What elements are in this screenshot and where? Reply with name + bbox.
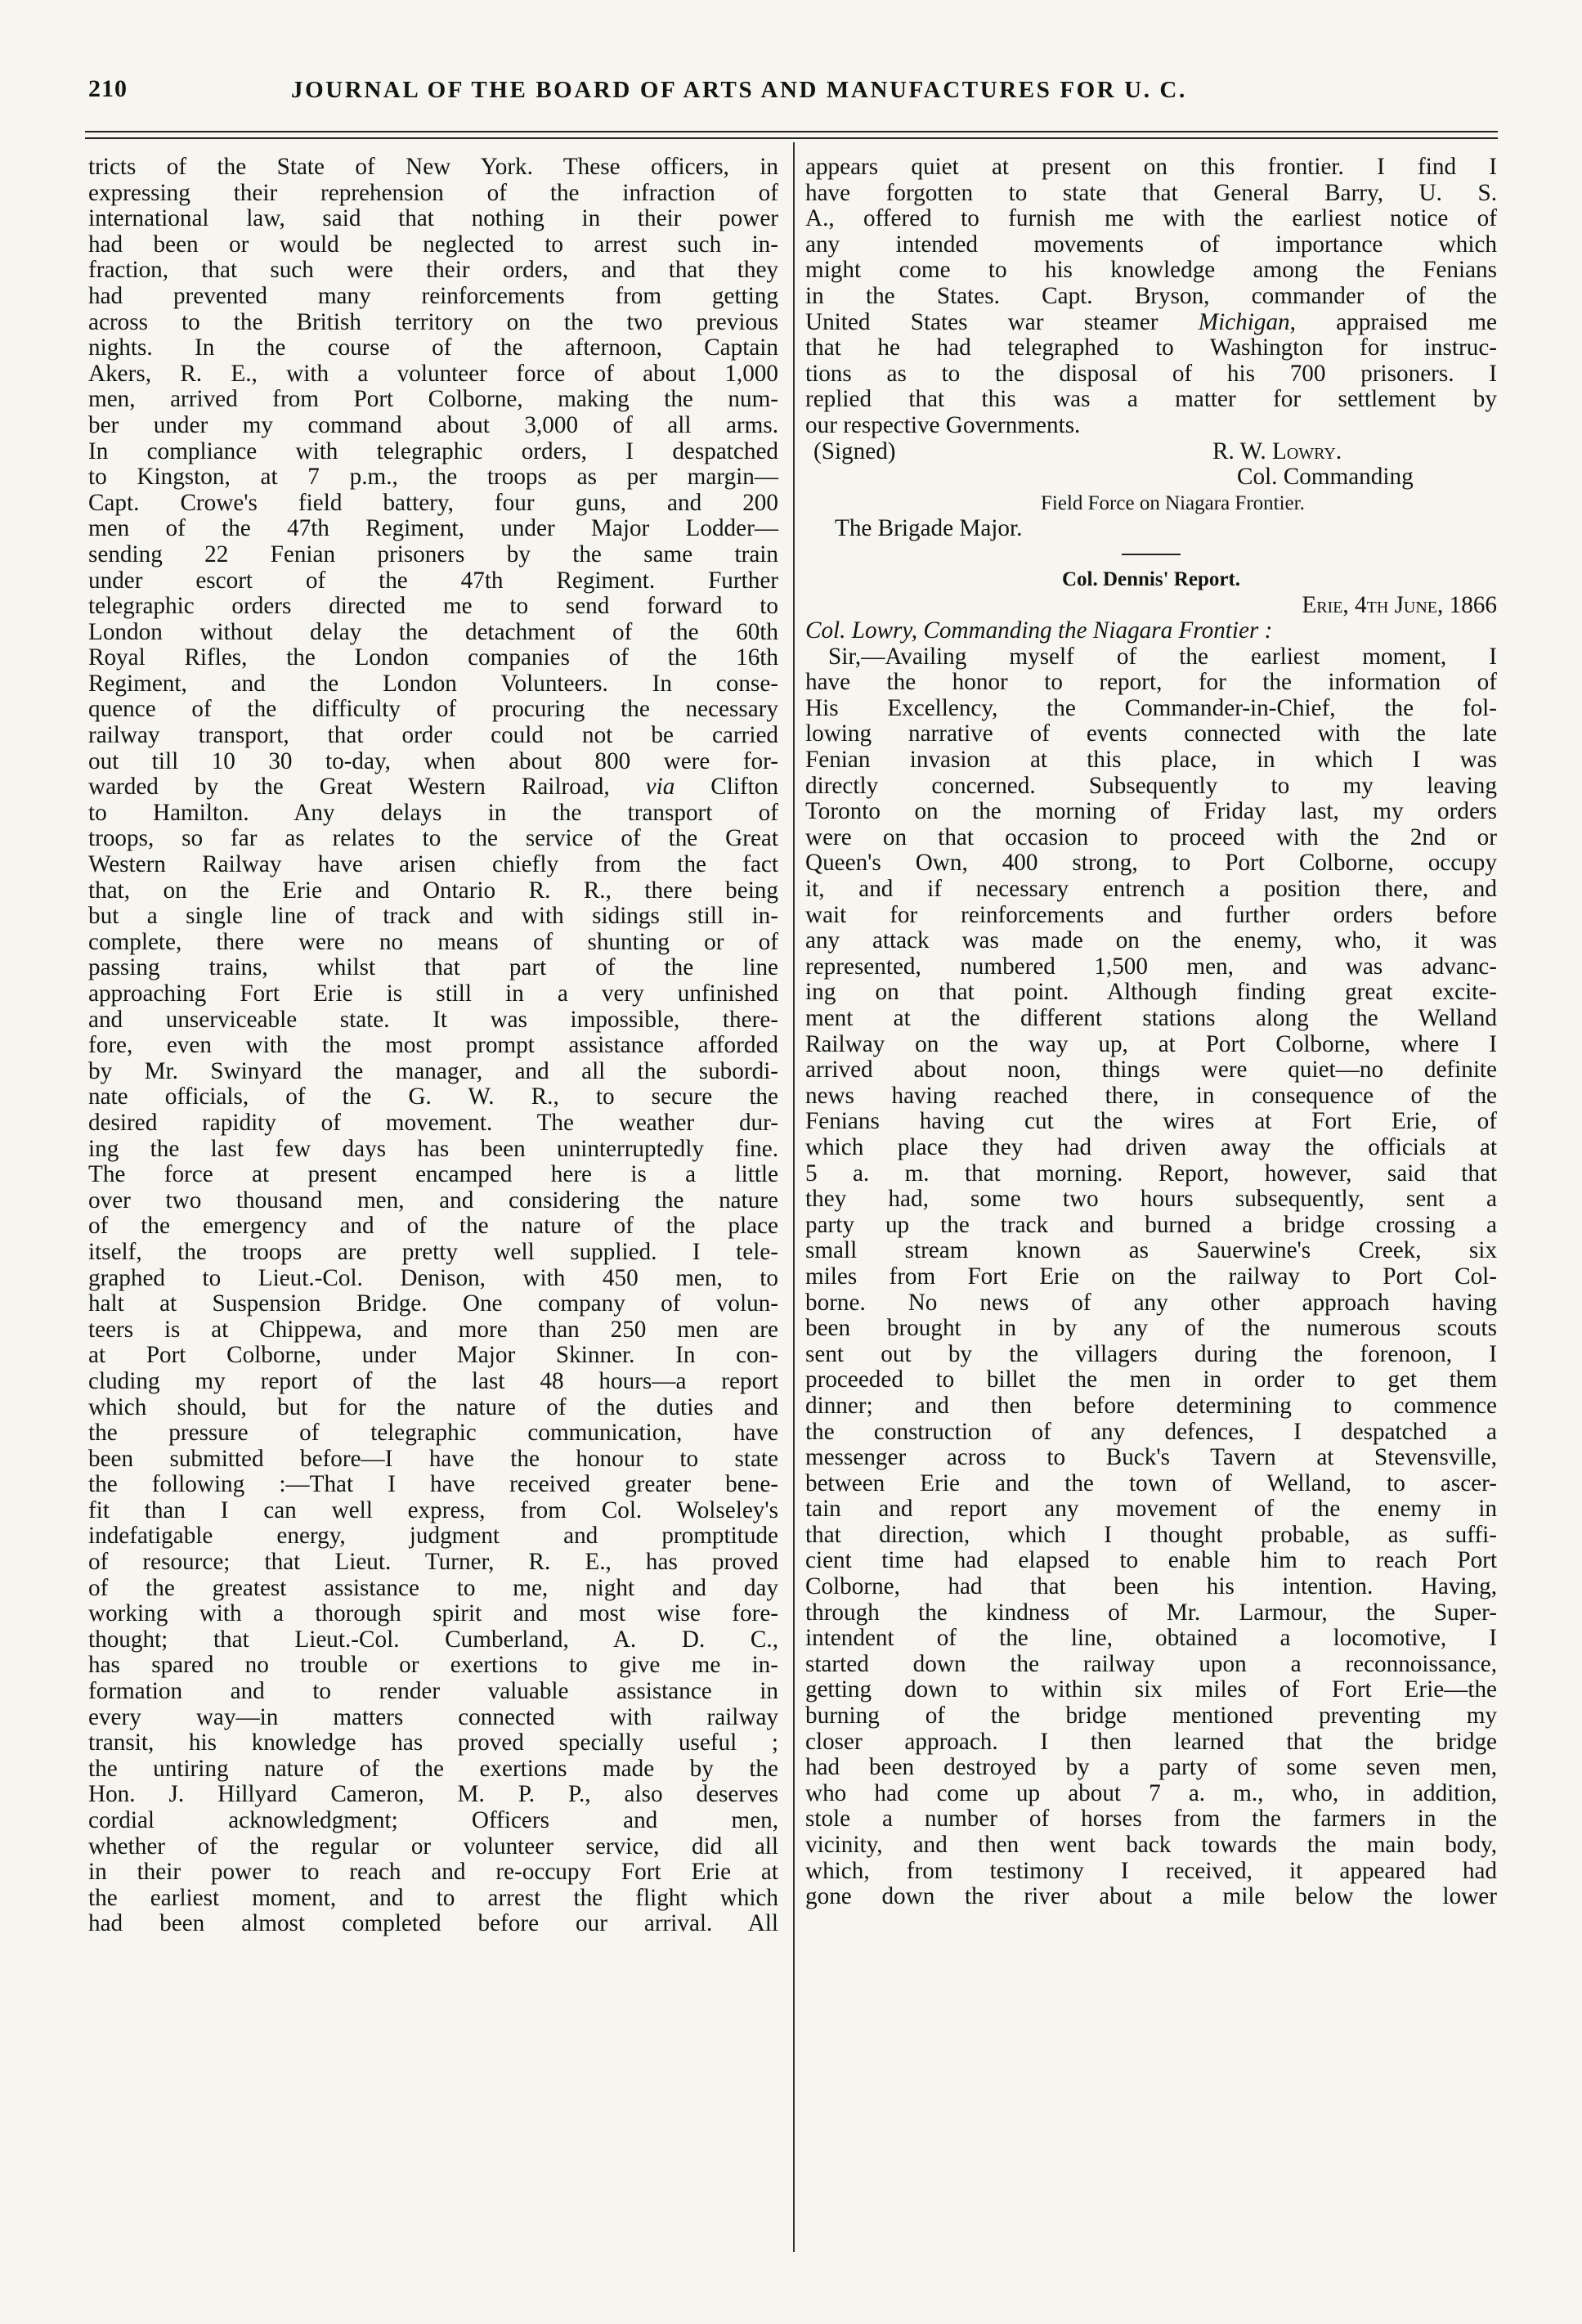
text-line: quence of the difficulty of procuring the necessary	[88, 696, 778, 723]
text-line: ment at the different stations along the Welland	[805, 1005, 1497, 1031]
text-line: Colborne, had that been his intention. Having,	[805, 1573, 1497, 1600]
report-title: Col. Dennis' Report.	[1061, 568, 1241, 590]
signature-line	[805, 439, 1497, 465]
text-line: international law, said that nothing in their power	[88, 205, 778, 232]
text-line: intendent of the line, obtained a locomotive, I	[805, 1625, 1497, 1652]
text-line: In compliance with telegraphic orders, I despatched	[88, 437, 778, 464]
italic-term: via	[645, 774, 675, 801]
text-line: in the States. Capt. Bryson, commander of the	[805, 282, 1497, 309]
left-column	[88, 155, 778, 1937]
text-line: the pressure of telegraphic communication, have	[88, 1420, 778, 1447]
addressee-line	[805, 516, 1497, 542]
text-line: the earliest moment, and to arrest the flight which	[88, 1884, 778, 1911]
text-line: warded by the Great Western Railroad, via Clifton	[88, 774, 778, 801]
text-line: fit than I can well express, from Col. Wolseley's	[88, 1496, 778, 1523]
text-line: Fenians having cut the wires at Fort Erie, of	[805, 1108, 1497, 1135]
text-line: itself, the troops are pretty well supplied. I tele-	[88, 1238, 778, 1265]
text-line: that direction, which I thought probable, as suffi-	[805, 1521, 1497, 1548]
text-line: graphed to Lieut.-Col. Denison, with 450 men, to	[88, 1264, 778, 1291]
text-line: 5 a. m. that morning. Report, however, said that	[805, 1160, 1497, 1187]
text-line: cluding my report of the last 48 hours—a report	[88, 1367, 778, 1394]
text-line: between Erie and the town of Welland, to ascer-	[805, 1469, 1497, 1496]
text-line: arrived about noon, things were quiet—no definite	[805, 1057, 1497, 1083]
report-body	[805, 644, 1497, 1910]
text-line: Regiment, and the London Volunteers. In conse-	[88, 670, 778, 697]
text-line: fore, even with the most prompt assistance afforded	[88, 1032, 778, 1059]
header-rule-bottom	[85, 137, 1498, 139]
text-line: had been almost completed before our arrival. All	[88, 1910, 778, 1937]
text-line: His Excellency, the Commander-in-Chief, the fol-	[805, 694, 1497, 721]
text-line: Sir,—Availing myself of the earliest moment, I	[828, 643, 1497, 670]
text-line: Western Railway have arisen chiefly from the fact	[88, 851, 778, 878]
text-line: appears quiet at present on this frontier. I find I	[805, 154, 1497, 180]
text-line: railway transport, that order could not be carried	[88, 722, 778, 749]
text-line: cordial acknowledgment; Officers and men,	[88, 1807, 778, 1833]
text-line: indefatigable energy, judgment and promptitude	[88, 1523, 778, 1550]
text-line: halt at Suspension Bridge. One company of volun-	[88, 1290, 778, 1317]
text-line: nate officials, of the G. W. R., to secure the	[88, 1083, 778, 1110]
text-line: A., offered to furnish me with the earliest notice of	[805, 205, 1497, 232]
text-line: our respective Governments.	[805, 411, 1081, 438]
text-line: transit, his knowledge has proved specially useful ;	[88, 1730, 778, 1756]
text-line: vicinity, and then went back towards the main body,	[805, 1832, 1497, 1858]
text-line: had been or would be neglected to arrest such in-	[88, 231, 778, 258]
text-line: the construction of any defences, I despatched a	[805, 1418, 1497, 1445]
page-number: 210	[88, 75, 128, 102]
signer-command-line	[805, 491, 1497, 517]
column-divider	[793, 142, 795, 2252]
text-line: troops, so far as relates to the service of the Great	[88, 825, 778, 852]
text-line: Queen's Own, 400 strong, to Port Colborne, occupy	[805, 850, 1497, 877]
text-line: have the honor to report, for the information of	[805, 669, 1497, 696]
text-line: desired rapidity of movement. The weather dur-	[88, 1109, 778, 1136]
text-line: have forgotten to state that General Barry, U. S.	[805, 179, 1497, 206]
text-line: by Mr. Swinyard the manager, and all the subordi-	[88, 1057, 778, 1084]
text-line: stole a number of horses from the farmers in the	[805, 1806, 1497, 1833]
signed-label: (Signed)	[813, 437, 896, 464]
text-line: tricts of the State of New York. These officers, in	[88, 154, 778, 180]
signer-title-line	[805, 464, 1497, 491]
text-line: Royal Rifles, the London companies of the 16th	[88, 644, 778, 671]
text-line: messenger across to Buck's Tavern at Stevensville,	[805, 1444, 1497, 1471]
text-line: closer approach. I then learned that the bridge	[805, 1728, 1497, 1755]
text-line: party up the track and burned a bridge crossing a	[805, 1211, 1497, 1238]
page-header	[88, 75, 1495, 116]
text-line: cient time had elapsed to enable him to reach Port	[805, 1547, 1497, 1574]
text-line: across to the British territory on the two previous	[88, 308, 778, 335]
text-line: any attack was made on the enemy, who, it was	[805, 927, 1497, 954]
signer-command: Field Force on Niagara Frontier.	[1041, 491, 1305, 514]
text-line: been submitted before—I have the honour to state	[88, 1445, 778, 1472]
text-line: has spared no trouble or exertions to give me in-	[88, 1652, 778, 1679]
signer-title: Col. Commanding	[1237, 464, 1414, 491]
text-line: complete, there were no means of shunting or of	[88, 928, 778, 955]
text-line: getting down to within six miles of Fort Erie—the	[805, 1676, 1497, 1703]
text-line: had prevented many reinforcements from getting	[88, 282, 778, 309]
text-line: tain and report any movement of the enemy in	[805, 1496, 1497, 1523]
addressee: The Brigade Major.	[835, 515, 1023, 542]
text-line: thought; that Lieut.-Col. Cumberland, A. D. C.,	[88, 1626, 778, 1653]
text-line: proceeded to billet the men in order to get them	[805, 1366, 1497, 1393]
section-divider	[1122, 554, 1181, 555]
text-line: miles from Fort Erie on the railway to Port Col-	[805, 1263, 1497, 1290]
text-line: the following :—That I have received greater bene-	[88, 1471, 778, 1498]
text-line: United States war steamer Michigan, appraised me	[805, 308, 1497, 335]
italic-term: Michigan	[1198, 308, 1290, 335]
letter-continuation	[805, 155, 1497, 439]
text-line: but a single line of track and with sidings still in-	[88, 903, 778, 930]
text-line: burning of the bridge mentioned preventing my	[805, 1703, 1497, 1730]
text-line: to Hamilton. Any delays in the transport of	[88, 799, 778, 826]
text-line: to Kingston, at 7 p.m., the troops as per margin—	[88, 464, 778, 491]
text-line: London without delay the detachment of the 60th	[88, 618, 778, 645]
dateline: Erie, 4th June, 1866	[1302, 591, 1497, 618]
text-line: teers is at Chippewa, and more than 250 men are	[88, 1316, 778, 1343]
text-line: wait for reinforcements and further orders before	[805, 901, 1497, 928]
text-line: of resource; that Lieut. Turner, R. E., has proved	[88, 1549, 778, 1576]
text-line: at Port Colborne, under Major Skinner. In con-	[88, 1342, 778, 1369]
text-line: directly concerned. Subsequently to my leaving	[805, 772, 1497, 799]
text-line: Akers, R. E., with a volunteer force of about 1,000	[88, 360, 778, 387]
header-rule-top	[85, 131, 1498, 132]
text-line: of the emergency and of the nature of the place	[88, 1213, 778, 1240]
text-line: whether of the regular or volunteer service, did all	[88, 1833, 778, 1860]
text-line: replied that this was a matter for settlement by	[805, 386, 1497, 413]
text-line: fraction, that such were their orders, and that they	[88, 257, 778, 284]
text-line: which, from testimony I received, it appeared had	[805, 1857, 1497, 1884]
text-line: ing on that point. Although finding great excite-	[805, 979, 1497, 1006]
salutation: Col. Lowry, Commanding the Niagara Frontier :	[805, 617, 1273, 644]
text-line: they had, some two hours subsequently, sent a	[805, 1186, 1497, 1213]
text-line: which should, but for the nature of the duties and	[88, 1393, 778, 1420]
text-line: working with a thorough spirit and most wise fore-	[88, 1600, 778, 1627]
text-line: expressing their reprehension of the infraction of	[88, 179, 778, 206]
text-line: dinner; and then before determining to commence	[805, 1392, 1497, 1419]
text-line: of the greatest assistance to me, night and day	[88, 1574, 778, 1601]
text-line: men of the 47th Regiment, under Major Lodder—	[88, 515, 778, 542]
text-line: formation and to render valuable assistance in	[88, 1678, 778, 1705]
text-line: Fenian invasion at this place, in which I was	[805, 747, 1497, 774]
text-line: been brought in by any of the numerous scouts	[805, 1315, 1497, 1342]
text-line: tions as to the disposal of his 700 prisoners. I	[805, 360, 1497, 387]
text-line: small stream known as Sauerwine's Creek, six	[805, 1237, 1497, 1264]
text-line: sent out by the villagers during the forenoon, I	[805, 1340, 1497, 1367]
text-line: any intended movements of importance which	[805, 231, 1497, 258]
text-line: the untiring nature of the exertions made by the	[88, 1755, 778, 1782]
text-line: nights. In the course of the afternoon, Captain	[88, 334, 778, 361]
text-line: borne. No news of any other approach having	[805, 1289, 1497, 1316]
text-line: might come to his knowledge among the Fenians	[805, 257, 1497, 284]
text-line: lowing narrative of events connected with the late	[805, 720, 1497, 747]
text-line: The force at present encamped here is a little	[88, 1161, 778, 1188]
text-line: ber under my command about 3,000 of all arms.	[88, 411, 778, 438]
text-line: who had come up about 7 a. m., who, in addition,	[805, 1779, 1497, 1806]
text-line: approaching Fort Erie is still in a very unfinished	[88, 980, 778, 1007]
text-line: every way—in matters connected with railway	[88, 1703, 778, 1730]
text-line: over two thousand men, and considering the nature	[88, 1187, 778, 1214]
text-line: under escort of the 47th Regiment. Further	[88, 567, 778, 594]
text-line: Capt. Crowe's field battery, four guns, and 200	[88, 489, 778, 516]
text-line: it, and if necessary entrench a position there, and	[805, 876, 1497, 903]
text-line: that he had telegraphed to Washington for instruc-	[805, 334, 1497, 361]
text-line: started down the railway upon a reconnoissance,	[805, 1650, 1497, 1677]
text-line: through the kindness of Mr. Larmour, the Super-	[805, 1599, 1497, 1626]
text-line: telegraphic orders directed me to send forward to	[88, 593, 778, 620]
text-line: out till 10 30 to-day, when about 800 were for-	[88, 747, 778, 774]
text-line: men, arrived from Port Colborne, making the num-	[88, 386, 778, 413]
text-line: sending 22 Fenian prisoners by the same train	[88, 541, 778, 568]
text-line: Railway on the way up, at Port Colborne, where I	[805, 1030, 1497, 1057]
text-line: news having reached there, in consequence of the	[805, 1082, 1497, 1109]
signer-name: R. W. Lowry.	[1212, 437, 1342, 464]
text-line: in their power to reach and re-occupy Fort Erie at	[88, 1859, 778, 1886]
text-line: Toronto on the morning of Friday last, my orders	[805, 798, 1497, 825]
text-line: and unserviceable state. It was impossible, there-	[88, 1006, 778, 1033]
text-line: which place they had driven away the officials at	[805, 1133, 1497, 1160]
text-line: that, on the Erie and Ontario R. R., there being	[88, 877, 778, 904]
text-line: had been destroyed by a party of some seven men,	[805, 1754, 1497, 1781]
text-line: passing trains, whilst that part of the line	[88, 954, 778, 981]
text-line: represented, numbered 1,500 men, and was advanc-	[805, 953, 1497, 980]
running-title: JOURNAL OF THE BOARD OF ARTS AND MANUFACTURES FOR U. C.	[291, 77, 1187, 103]
text-line: Hon. J. Hillyard Cameron, M. P. P., also deserves	[88, 1781, 778, 1808]
text-line: gone down the river about a mile below the lower	[805, 1883, 1497, 1910]
right-column	[805, 155, 1497, 1910]
text-line: ing the last few days has been uninterruptedly fine.	[88, 1135, 778, 1162]
text-line: were on that occasion to proceed with the 2nd or	[805, 823, 1497, 850]
